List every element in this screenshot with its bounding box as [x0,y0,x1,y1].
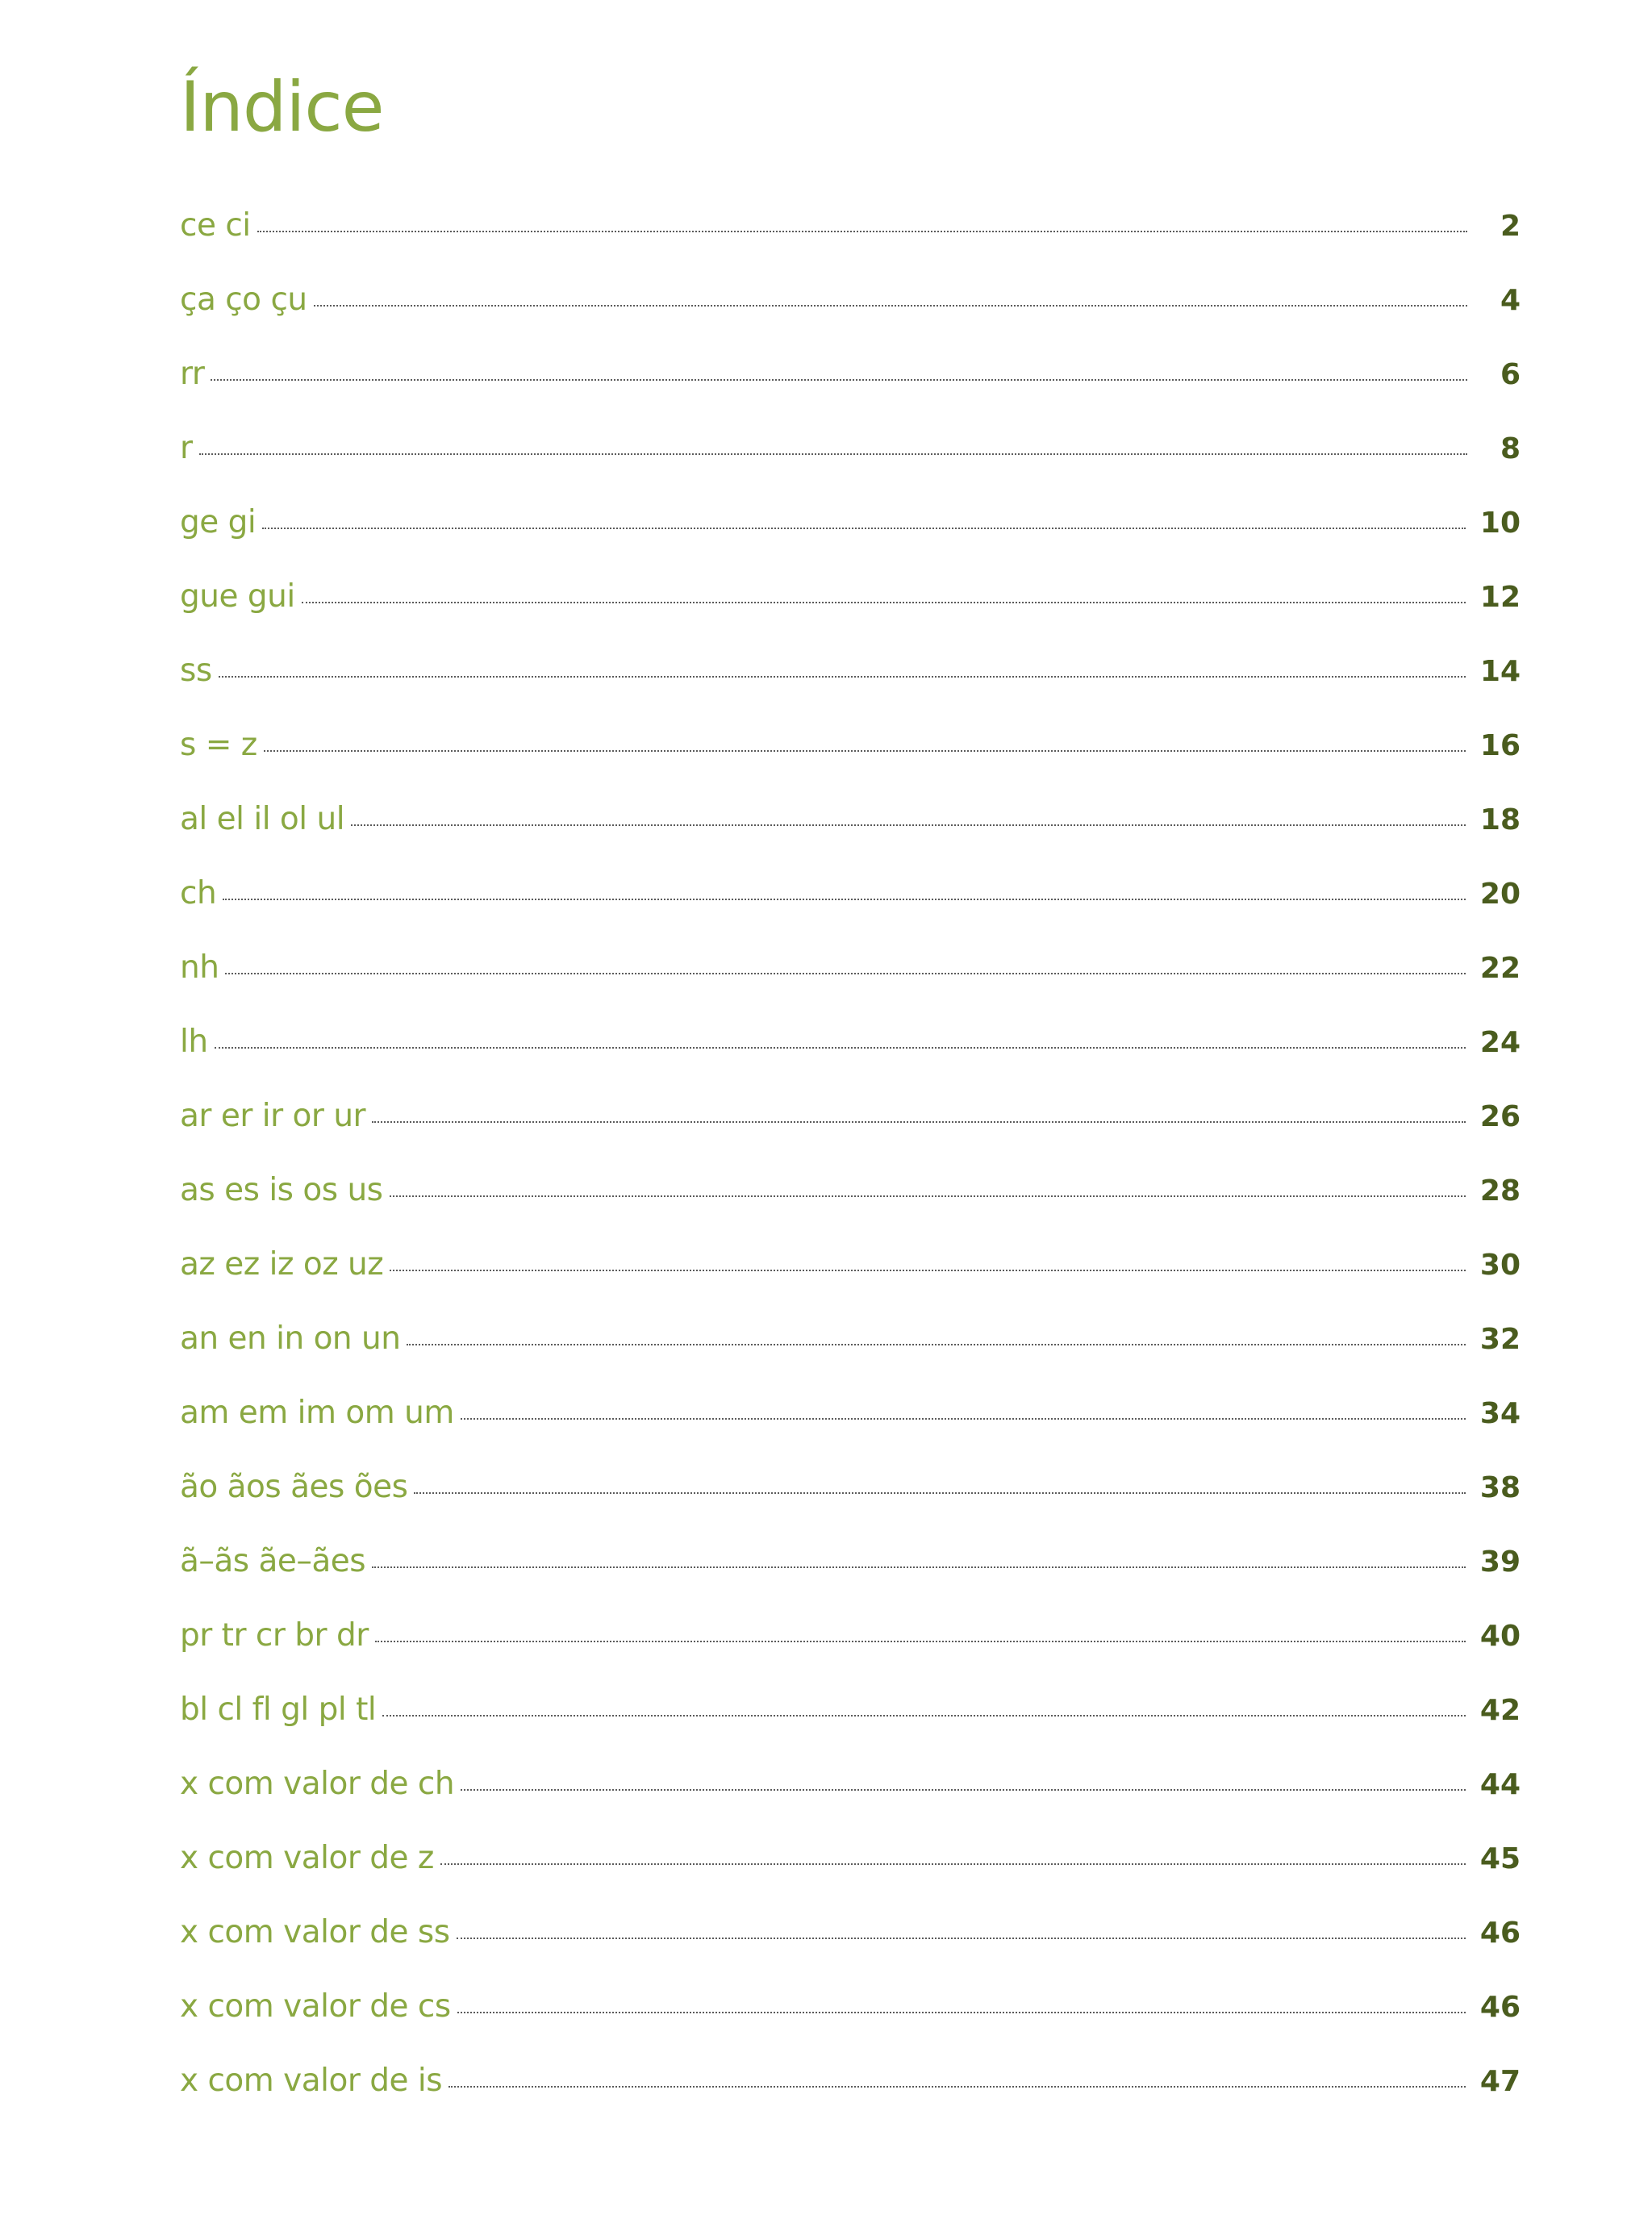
toc-entry-label: r [180,430,193,466]
toc-entry-label: lh [180,1024,208,1060]
toc-entry-label: s = z [180,727,257,763]
toc-entry-page-number: 24 [1479,1026,1521,1059]
toc-entry-page-number: 47 [1479,2065,1521,2098]
toc-entry-page-number: 16 [1479,729,1521,762]
toc-entry-label: x com valor de is [180,2063,443,2099]
toc-entry[interactable] [180,1376,1521,1450]
dot-leader [351,824,1466,826]
dot-leader [448,2086,1466,2088]
toc-entry[interactable] [180,1821,1521,1896]
toc-entry-page-number: 2 [1500,210,1521,243]
toc-entry-page-number: 12 [1479,581,1521,614]
toc-entry-label: al el il ol ul [180,801,345,837]
toc-entry-page-number: 26 [1479,1100,1521,1133]
toc-entry-page-number: 46 [1479,1991,1521,2024]
toc-entry-page-number: 6 [1500,358,1521,391]
toc-entry-label: pr tr cr br dr [180,1617,369,1654]
dot-leader [457,1938,1466,1939]
toc-entry[interactable] [180,1228,1521,1302]
dot-leader [302,602,1466,603]
toc-entry-page-number: 42 [1479,1694,1521,1727]
toc-entry-page-number: 4 [1500,284,1521,317]
toc-entry-page-number: 40 [1479,1620,1521,1653]
toc-entry[interactable] [180,708,1521,782]
toc-entry-label: an en in on un [180,1320,401,1357]
toc-entry-label: x com valor de ch [180,1766,455,1802]
toc-entry-label: nh [180,949,219,986]
toc-entry-page-number: 45 [1479,1842,1521,1875]
dot-leader [461,1418,1466,1420]
dot-leader [262,528,1466,529]
toc-entry-page-number: 38 [1479,1471,1521,1504]
dot-leader [211,379,1467,381]
toc-entry-page-number: 18 [1479,803,1521,836]
toc-entry[interactable] [180,1673,1521,1747]
toc-entry[interactable] [180,1302,1521,1376]
toc-entry-label: x com valor de ss [180,1914,450,1950]
toc-entry[interactable] [180,560,1521,634]
toc-entry[interactable] [180,337,1521,411]
toc-entry-label: ch [180,875,217,911]
dot-leader [215,1047,1466,1049]
toc-entry-page-number: 44 [1479,1768,1521,1801]
toc-entry[interactable] [180,411,1521,486]
toc-entry[interactable] [180,857,1521,931]
toc-entry[interactable] [180,1450,1521,1525]
dot-leader [372,1121,1466,1123]
toc-entry-label: gue gui [180,578,295,615]
dot-leader [457,2012,1466,2013]
toc-entry-label: bl cl fl gl pl tl [180,1691,377,1728]
toc-entry[interactable] [180,2044,1521,2118]
dot-leader [372,1566,1466,1568]
toc-entry[interactable] [180,1747,1521,1821]
toc-entry-label: x com valor de z [180,1840,434,1876]
toc-entry-page-number: 39 [1479,1545,1521,1579]
dot-leader [225,973,1465,974]
toc-entry-page-number: 20 [1479,878,1521,911]
dot-leader [314,305,1467,307]
toc-entry-page-number: 30 [1479,1249,1521,1282]
toc-entry-page-number: 34 [1479,1397,1521,1430]
toc-entry-label: am em im om um [180,1395,454,1431]
toc-entry[interactable] [180,931,1521,1005]
dot-leader [264,750,1466,752]
toc-entry[interactable] [180,263,1521,337]
toc-entry[interactable] [180,1005,1521,1079]
toc-entry-page-number: 46 [1479,1917,1521,1950]
toc-entry-label: x com valor de cs [180,1988,451,2025]
dot-leader [223,899,1466,900]
toc-entry[interactable] [180,1896,1521,1970]
toc-entry[interactable] [180,1525,1521,1599]
toc-entry[interactable] [180,1599,1521,1673]
toc-entry-label: ge gi [180,504,257,540]
toc-entry[interactable] [180,782,1521,857]
toc-entry-page-number: 28 [1479,1174,1521,1208]
dot-leader [375,1641,1466,1642]
toc-entry-page-number: 32 [1479,1323,1521,1356]
toc-entry[interactable] [180,486,1521,560]
dot-leader [390,1270,1466,1271]
dot-leader [390,1195,1466,1197]
dot-leader [407,1344,1465,1345]
toc-entry[interactable] [180,189,1521,263]
toc-entry-label: ã–ãs ãe–ães [180,1543,366,1579]
toc-entry-label: as es is os us [180,1172,383,1208]
toc-entry-label: ça ço çu [180,282,307,318]
page-title: Índice [180,67,384,148]
toc-entry-label: ar er ir or ur [180,1098,366,1134]
toc-entry-label: ss [180,653,212,689]
toc-entry-label: ce ci [180,207,251,244]
dot-leader [199,453,1467,455]
toc-entry-label: ão ãos ães ões [180,1469,408,1505]
dot-leader [414,1492,1465,1494]
toc-entry-page-number: 14 [1479,655,1521,688]
toc-entry-page-number: 22 [1479,952,1521,985]
dot-leader [382,1715,1466,1717]
toc-entry[interactable] [180,634,1521,708]
dot-leader [440,1863,1466,1865]
toc-entry-label: az ez iz oz uz [180,1246,384,1283]
toc-entry[interactable] [180,1079,1521,1153]
dot-leader [461,1789,1466,1791]
toc-entry-page-number: 8 [1500,432,1521,465]
toc-entry-label: rr [180,356,205,392]
dot-leader [219,676,1466,678]
table-of-contents [180,189,1521,2118]
toc-entry[interactable] [180,1153,1521,1228]
toc-entry-page-number: 10 [1479,507,1521,540]
dot-leader [257,231,1467,232]
toc-entry[interactable] [180,1970,1521,2044]
